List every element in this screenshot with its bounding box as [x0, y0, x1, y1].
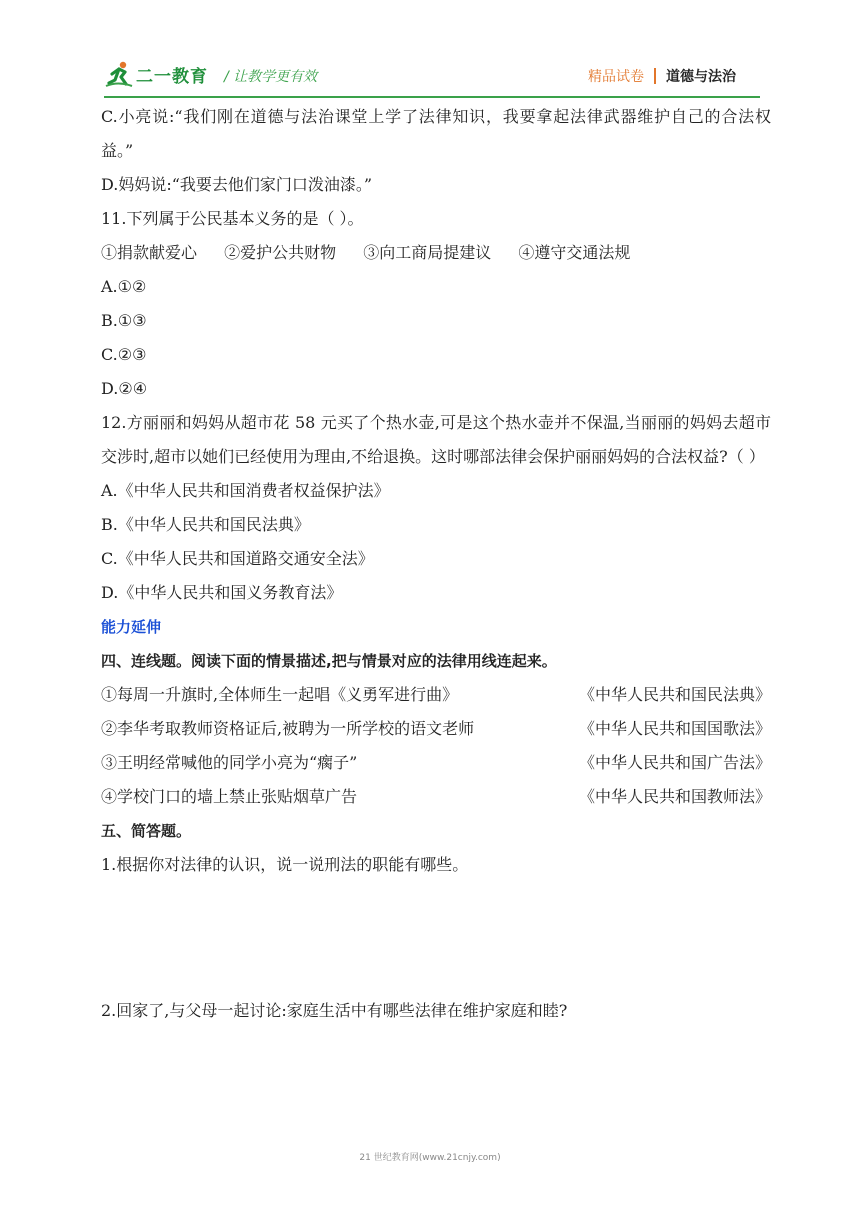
matching-row — [101, 712, 771, 746]
short-answer-2: 2.回家了,与父母一起讨论:家庭生活中有哪些法律在维护家庭和睦? — [101, 1001, 568, 1020]
short-answer-1: 1.根据你对法律的认识，说一说刑法的职能有哪些。 — [101, 855, 469, 874]
q11-items — [101, 236, 771, 270]
matching-scenario: ③王明经常喊他的同学小亮为“瘸子” — [101, 753, 358, 772]
part4-title: 四、连线题。阅读下面的情景描述,把与情景对应的法律用线连起来。 — [101, 652, 557, 670]
matching-row — [101, 746, 771, 780]
matching-law: 《中华人民共和国教师法》 — [578, 787, 771, 806]
q11-item: ①捐款献爱心 — [101, 243, 198, 262]
header-subject: 道德与法治 — [666, 69, 736, 85]
matching-scenario: ②李华考取教师资格证后,被聘为一所学校的语文老师 — [101, 719, 475, 738]
part5-title: 五、简答题。 — [101, 822, 192, 840]
q11-stem: 11.下列属于公民基本义务的是（ ）。 — [101, 209, 364, 228]
header-tag: 精品试卷 — [588, 69, 644, 85]
q11-item: ③向工商局提建议 — [363, 243, 492, 262]
header-slogan: / 让教学更有效 — [224, 69, 318, 85]
q11-item: ④遵守交通法规 — [518, 243, 631, 262]
matching-scenario: ④学校门口的墙上禁止张贴烟草广告 — [101, 787, 358, 806]
q12-option-b: B.《中华人民共和国民法典》 — [101, 515, 310, 534]
logo-text: 二一教育 — [136, 66, 208, 87]
document-body — [101, 100, 771, 1028]
q12-stem: 12.方丽丽和妈妈从超市花 58 元买了个热水壶,可是这个热水壶并不保温,当丽丽的妈妈去超市交涉时,超市以她们已经使用为理由,不给退换。这时哪部法律会保护丽丽妈妈的合法权益?（ ） — [101, 413, 771, 466]
matching-scenario: ①每周一升旗时,全体师生一起唱《义勇军进行曲》 — [101, 685, 459, 704]
q11-option-a: A.①② — [101, 277, 147, 296]
header-rule — [104, 96, 760, 98]
header-right — [588, 66, 736, 86]
matching-law: 《中华人民共和国国歌法》 — [578, 719, 771, 738]
q10-option-d: D.妈妈说:“我要去他们家门口泼油漆。” — [101, 175, 373, 194]
logo — [104, 58, 208, 90]
runner-logo-icon — [104, 59, 134, 89]
q12-option-c: C.《中华人民共和国道路交通安全法》 — [101, 549, 374, 568]
q11-option-c: C.②③ — [101, 345, 147, 364]
section-heading: 能力延伸 — [101, 618, 162, 636]
matching-law: 《中华人民共和国民法典》 — [578, 685, 771, 704]
answer-space — [101, 882, 771, 994]
q11-option-b: B.①③ — [101, 311, 147, 330]
q10-option-c: C.小亮说:“我们刚在道德与法治课堂上学了法律知识，我要拿起法律武器维护自己的合法权益。” — [101, 107, 771, 160]
q12-option-a: A.《中华人民共和国消费者权益保护法》 — [101, 481, 390, 500]
page-header — [0, 0, 860, 100]
q11-item: ②爱护公共财物 — [224, 243, 337, 262]
matching-row — [101, 678, 771, 712]
matching-row — [101, 780, 771, 814]
q12-option-d: D.《中华人民共和国义务教育法》 — [101, 583, 343, 602]
matching-law: 《中华人民共和国广告法》 — [578, 753, 771, 772]
header-divider — [654, 68, 656, 84]
q11-option-d: D.②④ — [101, 379, 148, 398]
page-footer: 21 世纪教育网(www.21cnjy.com) — [359, 1153, 501, 1163]
